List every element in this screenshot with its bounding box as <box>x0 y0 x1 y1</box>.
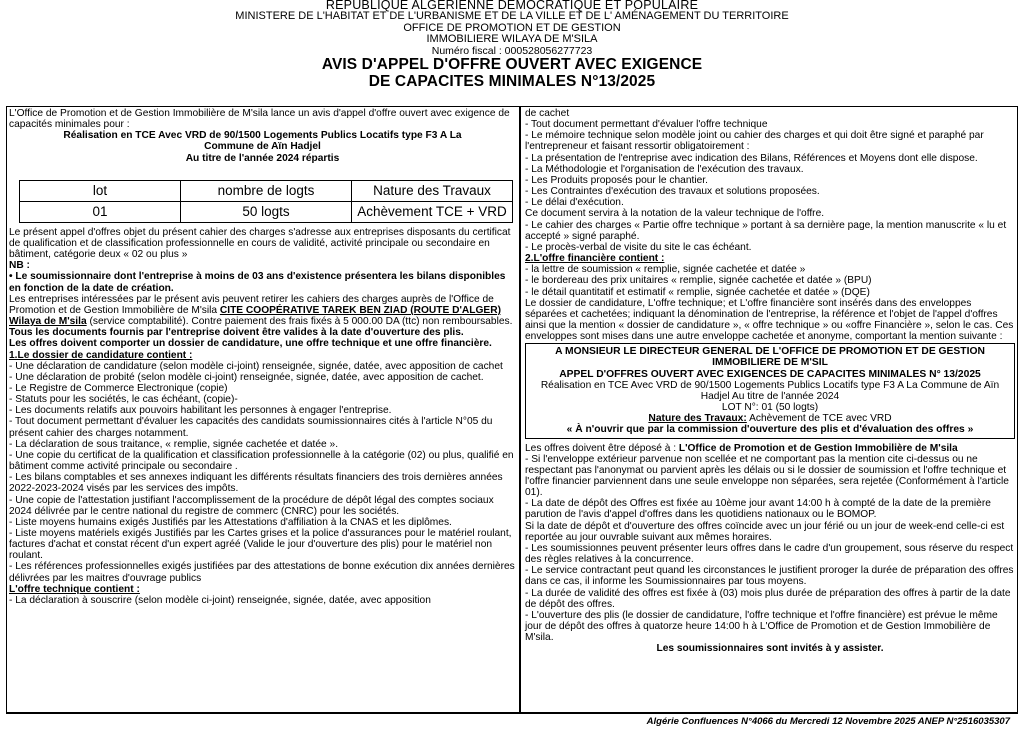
works-nature-cell: Achèvement TCE + VRD <box>352 201 513 222</box>
rules-item: - Le service contractant peut quand les circonstances le justifient proroger la durée de préparation des offres dans ce cas, il informe les Soumissionnaires par tous moyens. <box>525 565 1014 588</box>
technical-item: - Le cahier des charges « Partie offre technique » portant à sa dernière page, la mention manuscrite « lu et accepté » signé paraphé. <box>525 219 1007 242</box>
candidature-item: - Une copie de l'attestation justifiant l'accomplissement de la procédure de dépôt légal des comptes sociaux 2024 délivrée par le centre national du registre de commerc (CNRC) pour les sociétés. <box>9 494 494 517</box>
technical-offer-item: - La déclaration à souscrire (selon modèle ci-joint) renseignée, signée, datée, avec apposition <box>9 594 431 606</box>
notice-header <box>6 0 1018 90</box>
box-project: Réalisation en TCE Avec VRD de 90/1500 Logements Publics Locatifs type F3 A La Commune de Aïn Hadjel Au titre de l'année 2024 <box>540 379 1000 402</box>
intro-text: L'Office de Promotion et de Gestion Immobilière de M'sila lance un avis d'appel d'offre ouvert avec exigence de capacités minimales pour : <box>9 108 510 131</box>
deposit-label: Les offres doivent être déposé à : <box>525 442 679 454</box>
withdrawal-text-c: (service comptabilité). Contre paiement des frais fixés à 5 000.00 DA (ttc) non remboursables. <box>86 316 513 328</box>
lot-table <box>19 180 513 223</box>
right-column <box>525 108 1015 655</box>
fiscal-number: Numéro fiscal : 000528056277723 <box>431 44 593 57</box>
box-works <box>530 413 1010 424</box>
lot-header: lot <box>20 180 181 201</box>
works-nature-header: Nature des Travaux <box>352 180 513 201</box>
rules-item: - L'ouverture des plis (le dossier de candidature, l'offre technique et l'offre financière) est prévue le même jour de dépôt des offres à quatorze heure 14:00 h à L'Office de Promotion et de Gestion Immobilière de M'sila. <box>525 609 998 644</box>
wilaya-line: IMMOBILIERE WILAYA DE M'SILA <box>426 33 598 45</box>
candidature-item: - Une copie du certificat de la qualification et classification professionnelle à la catégorie (02) ou plus, qualifié en bâtiment comme activité principale ou secondaire . <box>9 449 514 473</box>
column-divider <box>519 106 521 714</box>
rules-item: - La date de dépôt des Offres est fixée au 10ème jour avant 14:00 h à compté de la date de la première parution de l'avis d'appel d'offres dans les quotidiens nationaux ou le BOMOP. <box>525 498 991 521</box>
footer-rule <box>6 712 1018 714</box>
offers-composition-text: Les offres doivent comporter un dossier de candidature, une offre technique et une offre financière. <box>9 338 492 350</box>
technical-item: Ce document servira à la notation de la valeur technique de l'offre. <box>525 208 825 220</box>
housing-count-header: nombre de logts <box>181 180 352 201</box>
rules-item: - Les soumissionnes peuvent présenter leurs offres dans le cadre d'un groupement, sous réserve du respect des règles relatives à la concurrence. <box>525 542 1014 566</box>
technical-item: - Tout document permettant d'évaluer l'offre technique <box>525 119 768 131</box>
eligibility-text: Le présent appel d'offres objet du présent cahier des charges s'adresse aux entreprises disposants du certificat de qualification et de classification professionnelle en cours de validité, activité principale ou secondaire en bâtiment, catégorie deux « 02 ou plus » <box>9 226 511 261</box>
technical-item: - Le mémoire technique selon modèle joint ou cahier des charges et qui doit être signé et paraphé par l'entrepreneur et faisant ressortir obligatoirement : <box>525 130 984 153</box>
nb-label: NB : <box>9 260 30 272</box>
republic-line: REPUBLIQUE ALGERIENNE DEMOCRATIQUE ET POPULAIRE <box>325 0 699 12</box>
financial-item: - le détail quantitatif et estimatif « remplie, signée cachetée et datée » (DQE) <box>525 286 870 298</box>
candidature-item: - Les bilans comptables et ses annexes indiquant les différents résultats financiers des trois dernières années 2022-2023-2024 visés par les services des impôts. <box>9 472 503 495</box>
deposit-text <box>525 443 1015 454</box>
tender-notice-page <box>6 0 1018 730</box>
deposit-office: L'Office de Promotion et de Gestion Immobilière de M'sila <box>678 442 958 454</box>
candidature-item: - Les références professionnelles exigés justifiées par des attestations de bonne exécution dix années dernières délivrées par les maitres d'ouvrage publics <box>9 561 515 584</box>
ministry-line: MINISTERE DE L'HABITAT ET DE L'URBANISME ET DE LA VILLE ET DE L' AMÉNAGEMENT DU TERRITOIRE <box>235 10 789 22</box>
candidature-item: - Statuts pour les sociétés, le cas échéant, (copie)- <box>9 394 238 406</box>
candidature-item: - Liste moyens matériels exigés Justifiés par les Cartes grises et la police d'assurances pour le matériel roulant, factures d'achat et constat récent d'un expert agréé (Valide le jour d'ouverture des plis) pour le matériel non roulant. <box>9 528 512 562</box>
candidature-item: - La déclaration de sous traitance, « remplie, signée cachetée et datée ». <box>9 438 339 450</box>
notice-title-line2: DE CAPACITES MINIMALES N°13/2025 <box>368 72 656 90</box>
technical-item: - Le délai d'exécution. <box>525 197 624 209</box>
project-commune: Commune de Aïn Hadjel <box>204 141 321 153</box>
rules-item: - Si l'enveloppe extérieur parvenue non scellée et ne comportant pas la mention cite ci-dessus ou ne respectant pas l'anonymat ou parvient après les délais ou si le dossier de soumission et l'offre technique et l'offre financier parviennent dans une seule enveloppe non séparées, sera rejetée (Conformément à l'article 01). <box>525 453 1009 499</box>
technical-item: de cachet <box>525 108 570 119</box>
box-tender-title: APPEL D'OFFRES OUVERT AVEC EXIGENCES DE CAPACITES MINIMALES N° 13/2025 <box>559 368 981 380</box>
envelope-instructions: Le dossier de candidature, L'offre technique; et L'offre financière sont insérés dans des enveloppes séparées et cachetées; indiquant la dénomination de l'entreprise, la référence et l'objet de l'appel d'offres ainsi que la mention « dossier de candidature », « offre technique » ou «offre Financière », selon le cas. Ces enveloppes sont mises dans une autre enveloppe cachetée et anonyme, comportant la mention suivante : <box>525 297 1014 343</box>
validity-text: Tous les documents fournis par l'entreprise doivent être valides à la date d'ouverture des plis. <box>9 327 464 339</box>
box-works-label: Nature des Travaux: <box>648 413 747 425</box>
candidature-item: - Le Registre de Commerce Electronique (copie) <box>9 382 228 394</box>
candidature-item: - Liste moyens humains exigés Justifiés par les Attestations d'affiliation à la CNAS et les diplômes. <box>9 516 452 528</box>
lot-table-header <box>20 180 513 201</box>
project-title: Réalisation en TCE Avec VRD de 90/1500 Logements Publics Locatifs type F3 A La <box>63 130 462 142</box>
nb-text: • Le soumissionnaire dont l'entreprise à moins de 03 ans d'existence présentera les bilans disponibles en fonction de la date de création. <box>9 271 506 294</box>
rules-item: Si la date de dépôt et d'ouverture des offres coïncide avec un jour férié ou un jour de week-end celle-ci est reportée au jour ouvrable suivant aux mêmes horaires. <box>525 520 1005 543</box>
envelope-label-box <box>525 343 1015 438</box>
technical-offer-heading: L'offre technique contient : <box>9 583 140 595</box>
technical-item: - La présentation de l'entreprise avec indication des Bilans, Références et Moyens dont elle dispose. <box>525 152 978 164</box>
left-column <box>9 108 516 606</box>
office-line: OFFICE DE PROMOTION ET DE GESTION <box>403 21 621 34</box>
box-works-text: Achèvement de TCE avec VRD <box>746 413 892 425</box>
notice-title-line1: AVIS D'APPEL D'OFFRE OUVERT AVEC EXIGENCE <box>321 56 703 73</box>
financial-item: - la lettre de soumission « remplie, signée cachetée et datée » <box>525 264 806 276</box>
withdrawal-text-a: Les entreprises intéressées par le présent avis peuvent retirer les cahiers des charges auprès de l'Office de Promotion et de Gestion Immobilière de M'sila <box>9 293 494 316</box>
technical-item: - Le procès-verbal de visite du site le cas échéant. <box>525 241 752 253</box>
lot-table-row <box>20 201 513 222</box>
box-do-not-open: « À n'ouvrir que par la commission d'ouverture des plis et d'évaluation des offres » <box>566 424 974 436</box>
housing-count-cell: 50 logts <box>181 201 352 222</box>
publication-footer: Algérie Confluences N°4066 du Mercredi 12 Novembre 2025 ANEP N°2516035307 <box>646 716 1010 727</box>
candidature-heading: 1.Le dossier de candidature contient : <box>9 349 193 361</box>
technical-item: - Les Contraintes d'exécution des travaux et solutions proposées. <box>525 186 820 198</box>
technical-item: - La Méthodologie et l'organisation de l'exécution des travaux. <box>525 163 804 175</box>
technical-item: - Les Produits proposés pour le chantier. <box>525 174 708 186</box>
candidature-item: - Une déclaration de probité (selon modèle ci-joint) renseignée, signée, datée, avec apposition de cachet. <box>9 371 484 383</box>
project-year: Au titre de l'année 2024 répartis <box>185 152 340 164</box>
withdrawal-address: CITE COOPÉRATIVE TAREK BEN ZIAD (ROUTE D'ALGER) Wilaya de M'sila <box>9 304 501 328</box>
financial-item: - le bordereau des prix unitaires « remplie, signée cachetée et datée » (BPU) <box>525 275 872 287</box>
candidature-item: - Tout document permettant d'évaluer les capacités des candidats soumissionnaires cités à l'article N°05 du présent cahier des charges notamment. <box>9 416 493 439</box>
candidature-item: - Une déclaration de candidature (selon modèle ci-joint) renseignée, signée, datée, avec apposition de cachet <box>9 360 503 372</box>
closing-line: Les soumissionnaires sont invités à y assister. <box>656 643 884 655</box>
candidature-item: - Les documents relatifs aux pouvoirs habilitant les personnes à engager l'entreprise. <box>9 405 392 417</box>
lot-cell: 01 <box>20 201 181 222</box>
box-recipient: A MONSIEUR LE DIRECTEUR GENERAL DE L'OFFICE DE PROMOTION ET DE GESTION IMMOBILIERE DE M'SIL <box>555 346 985 369</box>
box-lot: LOT N°: 01 (50 logts) <box>721 402 819 414</box>
rules-item: - La durée de validité des offres est fixée à (03) mois plus durée de préparation des offres à partir de la date de dépôt des offres. <box>525 587 1011 610</box>
financial-offer-heading: 2.L'offre financière contient : <box>525 253 665 265</box>
withdrawal-text <box>9 294 516 327</box>
